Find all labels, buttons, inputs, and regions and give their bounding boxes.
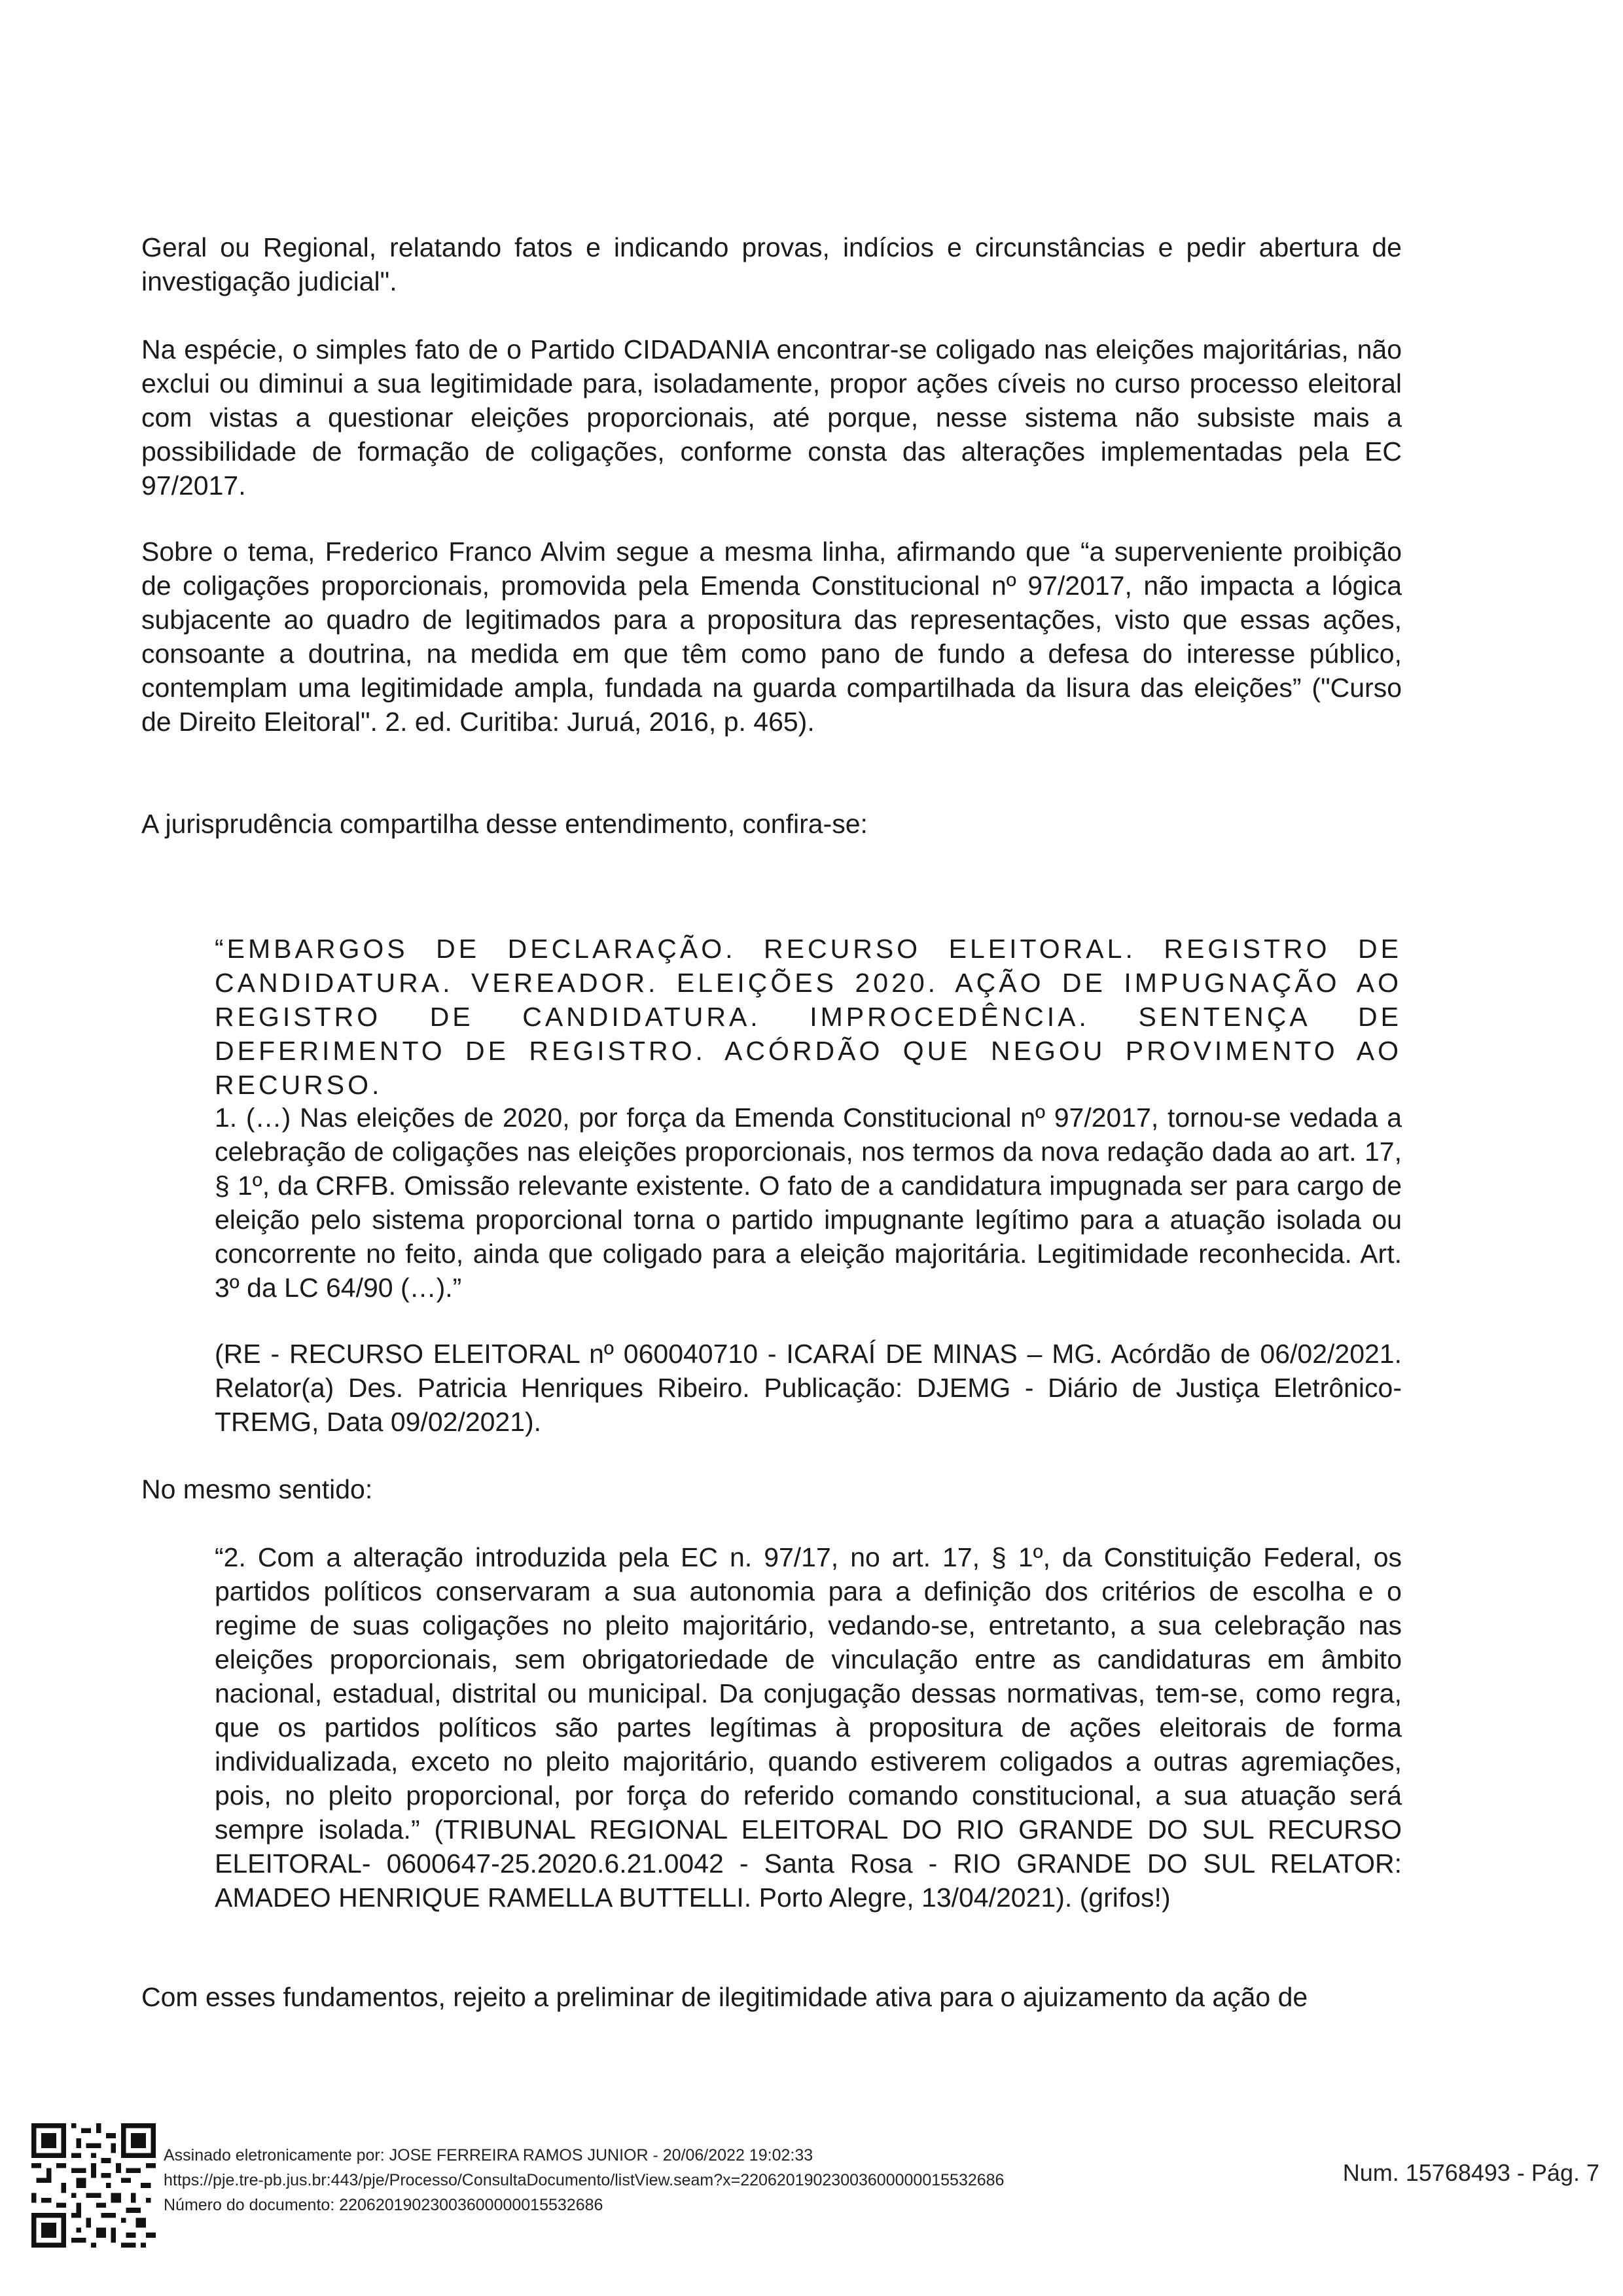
paragraph-2: Na espécie, o simples fato de o Partido CIDADANIA encontrar-se coligado nas eleições majoritárias, não exclui ou diminui a sua legitimidade para, isoladamente, propor ações cíveis no curso processo eleitoral com vistas a questionar eleições proporcionais, até porque, nesse sistema não subsiste mais a possibilidade de formação de coligações, conforme consta das alterações implementadas pela EC 97/2017. xyxy=(141,334,1402,501)
paragraph-1: Geral ou Regional, relatando fatos e indicando provas, indícios e circunstâncias e pedir abertura de investigação judicial". xyxy=(141,232,1402,296)
quote-paragraph-2: “2. Com a alteração introduzida pela EC n. 97/17, no art. 17, § 1º, da Constituição Federal, os partidos políticos conservaram a sua autonomia para a definição dos critérios de escolha e o regime de suas coligações no pleito majoritário, vedando-se, entretanto, a sua celebração nas eleições proporcionais, sem obrigatoriedade de vinculação entre as candidaturas em âmbito nacional, estadual, distrital ou municipal. Da conjugação dessas normativas, tem-se, como regra, que os partidos políticos são partes legítimas à propositura de ações eleitorais de forma individualizada, exceto no pleito majoritário, quando estiverem coligados a outras agremiações, pois, no pleito proporcional, por força do referido comando constitucional, a sua atuação será sempre isolada.” (TRIBUNAL REGIONAL ELEITORAL DO RIO GRANDE DO SUL RECURSO ELEITORAL- 0600647-25.2020.6.21.0042 - Santa Rosa - RIO GRANDE DO SUL RELATOR: AMADEO HENRIQUE RAMELLA BUTTELLI. Porto Alegre, 13/04/2021). (grifos!) xyxy=(215,1542,1402,1913)
document-url[interactable]: https://pje.tre-pb.jus.br:443/pje/Processo/ConsultaDocumento/listView.seam?x=22062019023003600000015532686 xyxy=(164,2171,1005,2189)
paragraph-3: Sobre o tema, Frederico Franco Alvim segue a mesma linha, afirmando que “a superveniente proibição de coligações proporcionais, promovida pela Emenda Constitucional nº 97/2017, não impacta a lógica subjacente ao quadro de legitimados para a propositura das representações, visto que essas ações, consoante a doutrina, na medida em que têm como pano de fundo a defesa do interesse público, contemplam uma legitimidade ampla, fundada na guarda compartilhada da lisura das eleições” ("Curso de Direito Eleitoral". 2. ed. Curitiba: Juruá, 2016, p. 465). xyxy=(141,537,1402,737)
quote-heading: “EMBARGOS DE DECLARAÇÃO. RECURSO ELEITORAL. REGISTRO DE CANDIDATURA. VEREADOR. ELEIÇÕES 2020. AÇÃO DE IMPUGNAÇÃO AO REGISTRO DE CANDIDATURA. IMPROCEDÊNCIA. SENTENÇA DE DEFERIMENTO DE REGISTRO. ACÓRDÃO QUE NEGOU PROVIMENTO AO RECURSO. xyxy=(215,934,1402,1100)
paragraph-4: A jurisprudência compartilha desse entendimento, confira-se: xyxy=(141,809,868,839)
paragraph-6: Com esses fundamentos, rejeito a preliminar de ilegitimidade ativa para o ajuizamento da ação de xyxy=(141,1982,1308,2012)
document-number: Número do documento: 22062019023003600000015532686 xyxy=(164,2196,603,2214)
quote-paragraph-1: 1. (…) Nas eleições de 2020, por força da Emenda Constitucional nº 97/2017, tornou-se vedada a celebração de coligações nas eleições proporcionais, nos termos da nova redação dada ao art. 17, § 1º, da CRFB. Omissão relevante existente. O fato de a candidatura impugnada ser para cargo de eleição pelo sistema proporcional torna o partido impugnante legítimo para a atuação isolada ou concorrente no feito, ainda que coligado para a eleição majoritária. Legitimidade reconhecida. Art. 3º da LC 64/90 (…).” xyxy=(215,1103,1402,1303)
page-reference: Num. 15768493 - Pág. 7 xyxy=(1342,2159,1599,2186)
quote-citation-1: (RE - RECURSO ELEITORAL nº 060040710 - ICARAÍ DE MINAS – MG. Acórdão de 06/02/2021. Relator(a) Des. Patricia Henriques Ribeiro. Publicação: DJEMG - Diário de Justiça Eletrônico-TREMG, Data 09/02/2021). xyxy=(215,1339,1402,1437)
qr-code-icon xyxy=(31,2123,156,2248)
paragraph-5: No mesmo sentido: xyxy=(141,1474,373,1504)
signature-line: Assinado eletronicamente por: JOSE FERREIRA RAMOS JUNIOR - 20/06/2022 19:02:33 xyxy=(164,2146,813,2164)
